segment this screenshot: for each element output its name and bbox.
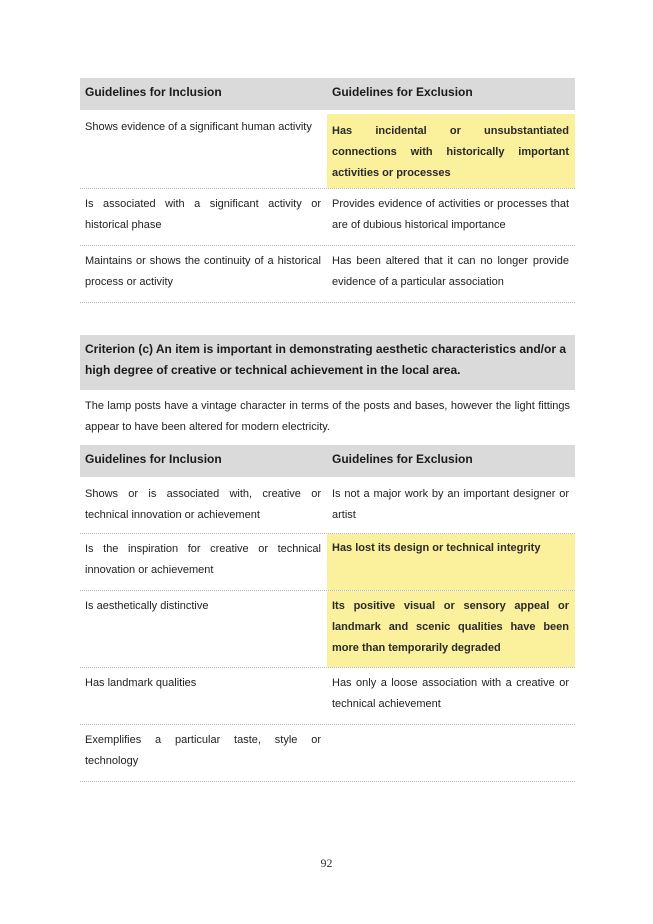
exclusion-cell: Has only a loose association with a creative or technical achievement: [332, 677, 569, 710]
table-header: [80, 78, 575, 110]
table-row: [80, 110, 575, 189]
table-row: [80, 725, 575, 782]
table-row: [80, 189, 575, 246]
page-number: 92: [320, 856, 333, 870]
table-row: [80, 534, 575, 591]
exclusion-cell-highlighted: Has lost its design or technical integrity: [327, 534, 575, 590]
criterion-c-paragraph: The lamp posts have a vintage character in terms of the posts and bases, however the light fittings appear to have been altered for modern electricity.: [85, 400, 570, 433]
exclusion-header: Guidelines for Exclusion: [332, 452, 473, 466]
inclusion-cell: Exemplifies a particular taste, style or technology: [85, 734, 321, 767]
exclusion-cell: [327, 725, 575, 781]
inclusion-cell: Maintains or shows the continuity of a historical process or activity: [85, 255, 321, 288]
exclusion-header: Guidelines for Exclusion: [332, 85, 473, 99]
table-aesthetic-guidelines: [80, 445, 575, 782]
inclusion-cell: Is aesthetically distinctive: [85, 600, 209, 612]
inclusion-cell: Shows or is associated with, creative or technical innovation or achievement: [85, 488, 321, 521]
exclusion-cell: Is not a major work by an important designer or artist: [332, 488, 569, 521]
table-row: [80, 246, 575, 303]
criterion-c-heading: Criterion (c) An item is important in demonstrating aesthetic characteristics and/or a high degree of creative or technical achievement in the local area.: [80, 335, 575, 390]
table-row: [80, 477, 575, 534]
table-row: [80, 591, 575, 668]
inclusion-cell: Has landmark qualities: [85, 677, 197, 689]
exclusion-cell: Provides evidence of activities or processes that are of dubious historical importance: [332, 198, 569, 231]
table-historical-guidelines: [80, 78, 575, 303]
inclusion-header: Guidelines for Inclusion: [85, 85, 222, 99]
inclusion-cell: Shows evidence of a significant human activity: [85, 121, 312, 133]
table-header: [80, 445, 575, 477]
inclusion-cell: Is associated with a significant activity or historical phase: [85, 198, 321, 231]
exclusion-cell: Has been altered that it can no longer provide evidence of a particular association: [332, 255, 569, 288]
table-row: [80, 668, 575, 725]
exclusion-cell-highlighted: Has incidental or unsubstantiated connections with historically important activities or processes: [327, 114, 575, 188]
inclusion-cell: Is the inspiration for creative or technical innovation or achievement: [85, 543, 321, 576]
exclusion-cell-highlighted: Its positive visual or sensory appeal or landmark and scenic qualities have been more than temporarily degraded: [327, 591, 575, 667]
inclusion-header: Guidelines for Inclusion: [85, 452, 222, 466]
